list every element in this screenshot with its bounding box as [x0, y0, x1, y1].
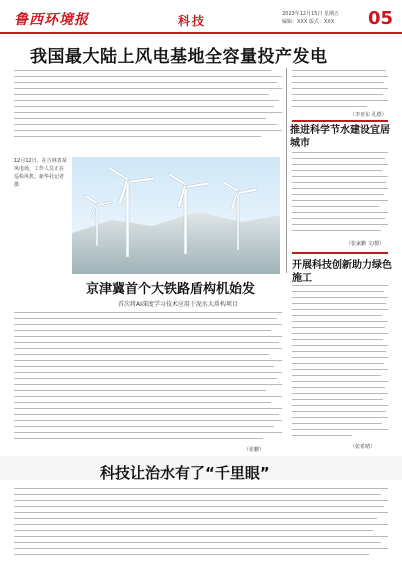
main-article-byline: （李亚东 孔德）	[350, 112, 387, 118]
water-section-rule	[292, 120, 388, 122]
photo-caption: 12月12日，在吉林省某风电场，工作人员正在巡检风机。新华社记者 摄	[14, 158, 67, 188]
publish-date: 2023年12月15日 星期五	[282, 11, 340, 17]
main-headline: 我国最大陆上风电基地全容量投产发电	[30, 47, 328, 67]
tax-section-rule	[292, 252, 388, 254]
railway-headline: 京津冀首个大铁路盾构机始发	[86, 282, 256, 297]
railway-article-body	[14, 312, 282, 446]
water-byline: （张家鹏 文/摄）	[346, 241, 385, 247]
bottom-headline: 科技让治水有了“千里眼”	[100, 464, 270, 482]
railway-subhead: 首次将AI深度学习技术应用于泥水大盾构项目	[118, 301, 238, 308]
wind-farm-photo	[72, 157, 280, 274]
railway-byline: （张鹏）	[244, 447, 265, 453]
page-number: 05	[368, 8, 394, 29]
column-divider	[286, 68, 287, 273]
tax-headline: 开展科技创新助力绿色施工	[292, 260, 392, 284]
paper-name: 鲁西环境报	[14, 12, 89, 28]
tax-byline: （张希晴）	[350, 444, 376, 450]
editor-info: 编辑：XXX 版式：XXX	[282, 19, 335, 25]
masthead	[0, 0, 402, 34]
wind-article-continued	[292, 70, 388, 115]
bottom-article-body	[14, 488, 388, 568]
section-title: 科技	[178, 14, 207, 28]
water-article-body	[292, 152, 388, 240]
tax-article-body	[292, 285, 388, 443]
water-headline: 推进科学节水建设宜居城市	[290, 125, 390, 149]
main-article-body	[14, 70, 282, 150]
